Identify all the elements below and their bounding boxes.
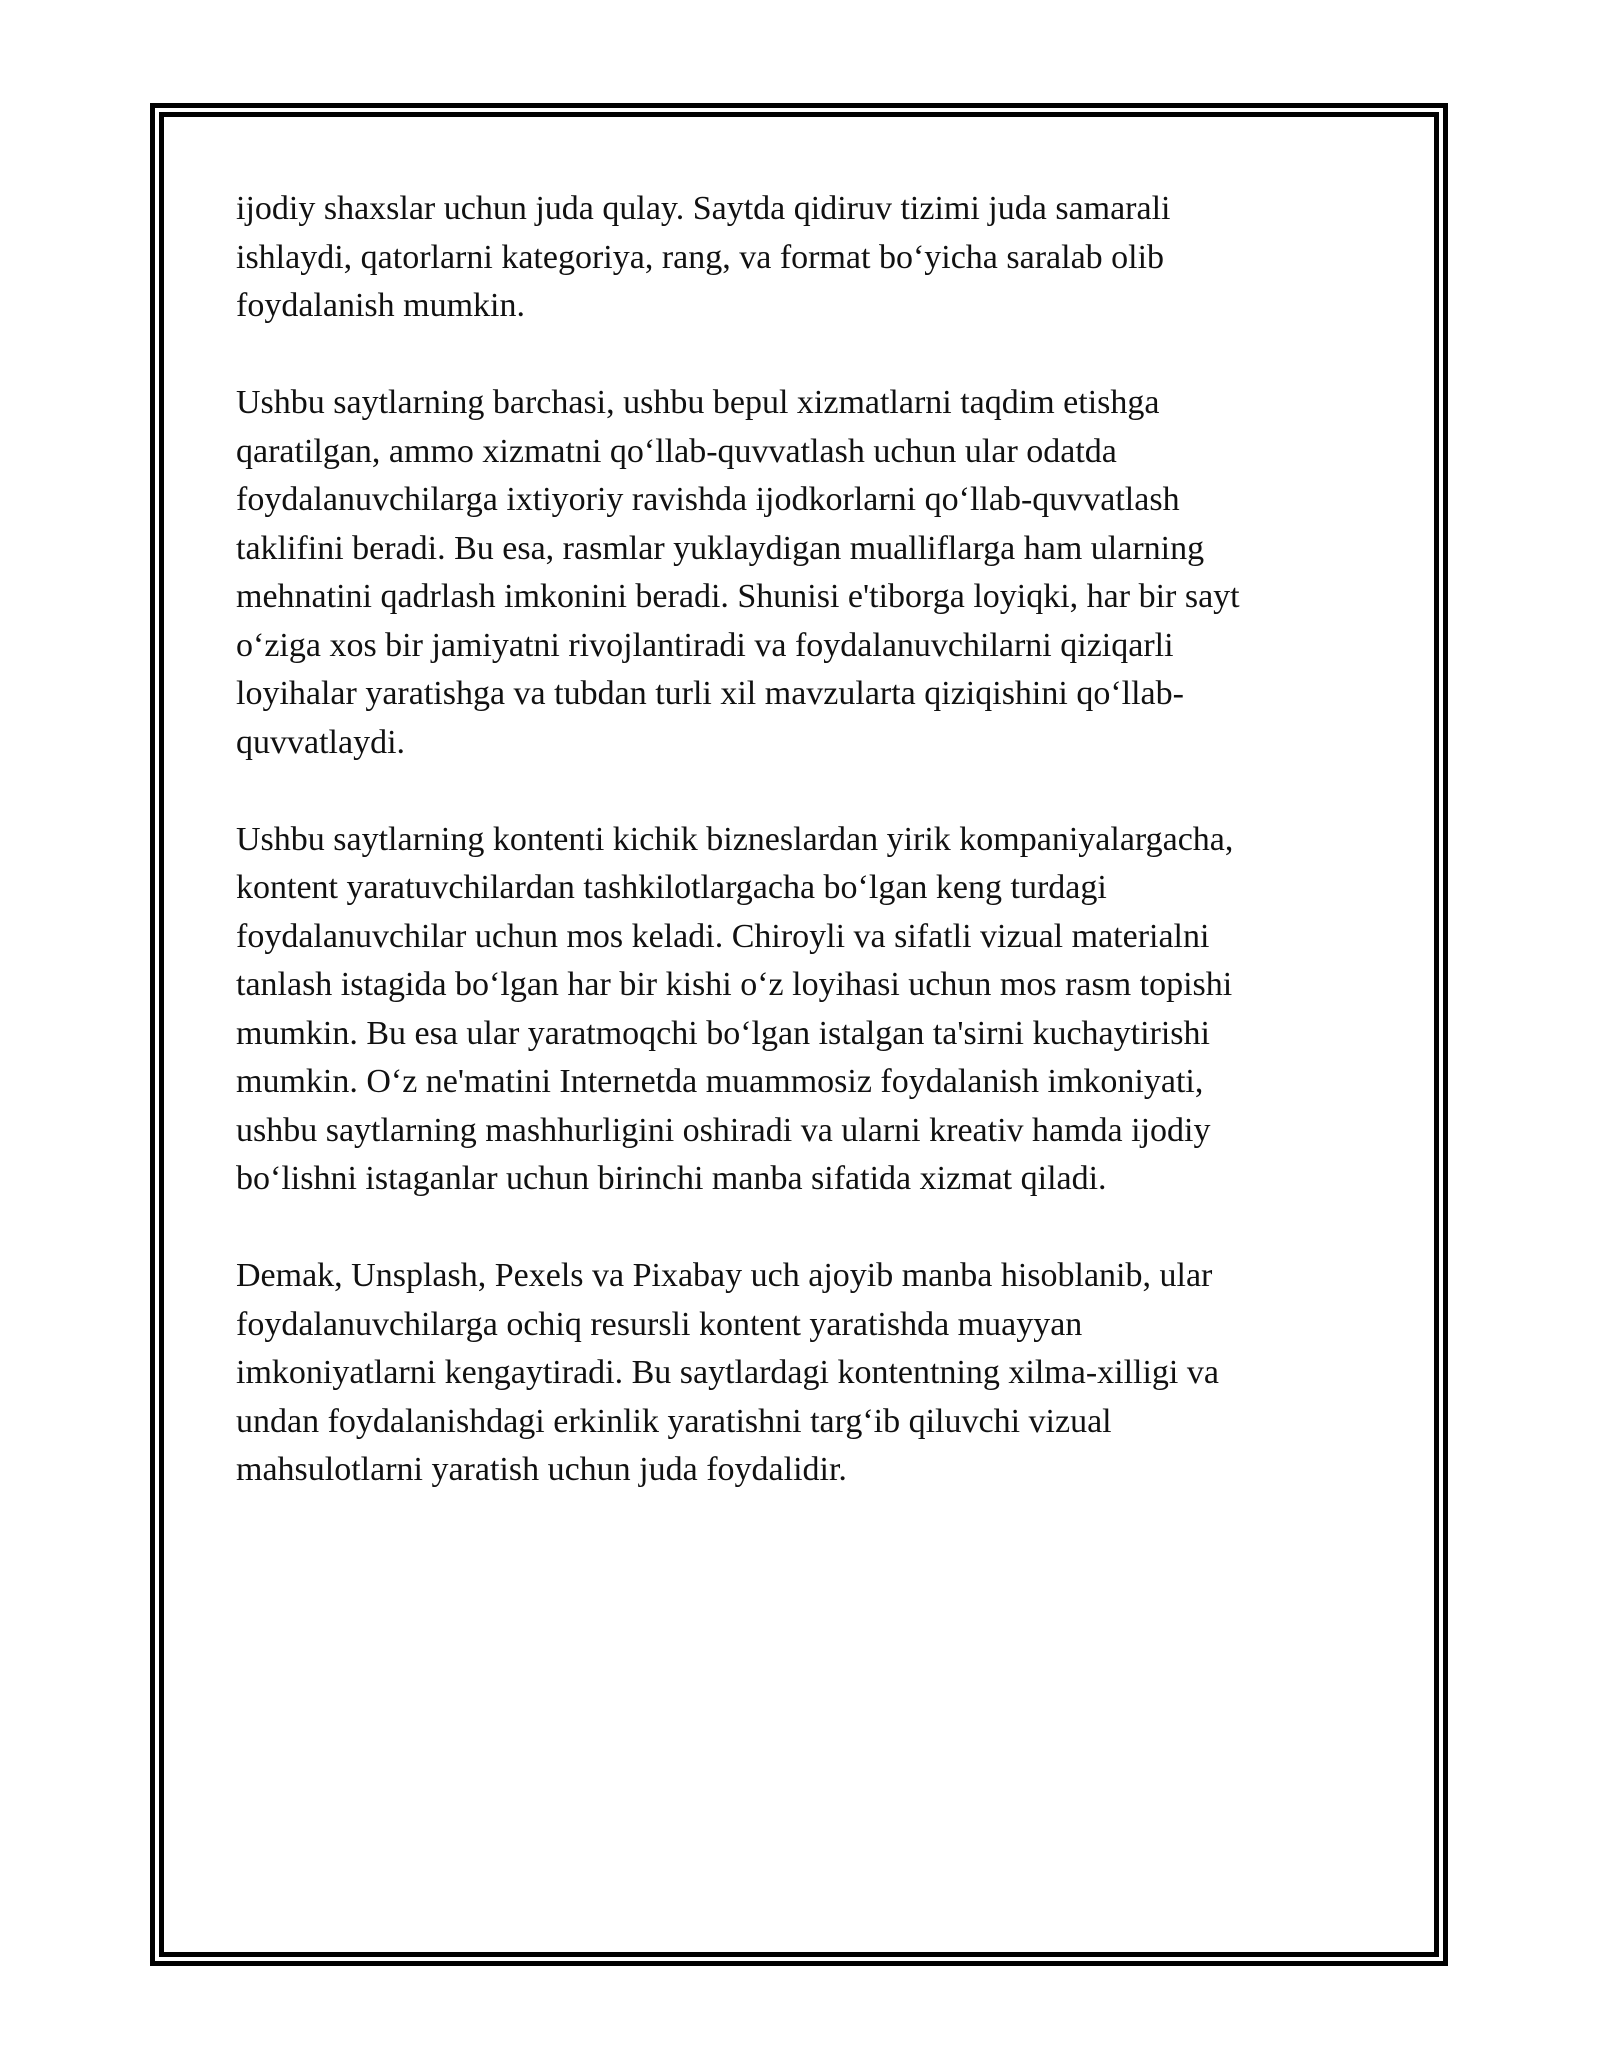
text-line: quvvatlaydi.: [236, 723, 406, 761]
text-line: mahsulotlarni yaratish uchun juda foydalidir.: [236, 1451, 847, 1488]
text-line: loyihalar yaratishga va tubdan turli xil mavzularta qiziqishini qo‘llab-: [236, 675, 1184, 712]
text-line: taklifini beradi. Bu esa, rasmlar yuklaydigan mualliflarga ham ularning: [236, 529, 1205, 567]
text-line: qaratilgan, ammo xizmatni qo‘llab-quvvatlash uchun ular odatda: [236, 432, 1117, 470]
text-line: foydalanuvchilarga ixtiyoriy ravishda ijodkorlarni qo‘llab-quvvatlash: [236, 481, 1180, 518]
text-line: Ushbu saytlarning barchasi, ushbu bepul xizmatlarni taqdim etishga: [236, 384, 1160, 421]
paragraph: [236, 1252, 1376, 1495]
paragraph: [236, 816, 1376, 1204]
text-line: mumkin. O‘z ne'matini Internetda muammosiz foydalanish imkoniyati,: [236, 1063, 1204, 1100]
text-line: foydalanuvchilarga ochiq resursli kontent yaratishda muayyan: [236, 1305, 1083, 1343]
text-line: ishlaydi, qatorlarni kategoriya, rang, va format bo‘yicha saralab olib: [236, 238, 1165, 276]
text-line: Ushbu saytlarning kontenti kichik bizneslardan yirik kompaniyalargacha,: [236, 820, 1234, 858]
text-line: kontent yaratuvchilardan tashkilotlargacha bo‘lgan keng turdagi: [236, 869, 1107, 906]
text-line: mehnatini qadrlash imkonini beradi. Shunisi e'tiborga loyiqki, har bir sayt: [236, 578, 1240, 615]
text-line: ushbu saytlarning mashhurligini oshiradi va ularni kreativ hamda ijodiy: [236, 1111, 1211, 1149]
text-line: Demak, Unsplash, Pexels va Pixabay uch ajoyib manba hisoblanib, ular: [236, 1257, 1213, 1294]
text-line: undan foydalanishdagi erkinlik yaratishni targ‘ib qiluvchi vizual: [236, 1402, 1112, 1440]
paragraph: [236, 379, 1376, 767]
text-line: bo‘lishni istaganlar uchun birinchi manba sifatida xizmat qiladi.: [236, 1160, 1107, 1197]
text-line: o‘ziga xos bir jamiyatni rivojlantiradi va foydalanuvchilarni qiziqarli: [236, 626, 1174, 664]
paragraph: [236, 185, 1376, 331]
text-line: foydalanish mumkin.: [236, 287, 525, 324]
text-line: ijodiy shaxslar uchun juda qulay. Saytda qidiruv tizimi juda samarali: [236, 190, 1171, 227]
document-body: [236, 185, 1376, 1495]
text-line: imkoniyatlarni kengaytiradi. Bu saytlardagi kontentning xilma-xilligi va: [236, 1354, 1219, 1391]
text-line: foydalanuvchilar uchun mos keladi. Chiroyli va sifatli vizual materialni: [236, 917, 1210, 955]
text-line: mumkin. Bu esa ular yaratmoqchi bo‘lgan istalgan ta'sirni kuchaytirishi: [236, 1014, 1210, 1052]
text-line: tanlash istagida bo‘lgan har bir kishi o‘z loyihasi uchun mos rasm topishi: [236, 966, 1233, 1003]
